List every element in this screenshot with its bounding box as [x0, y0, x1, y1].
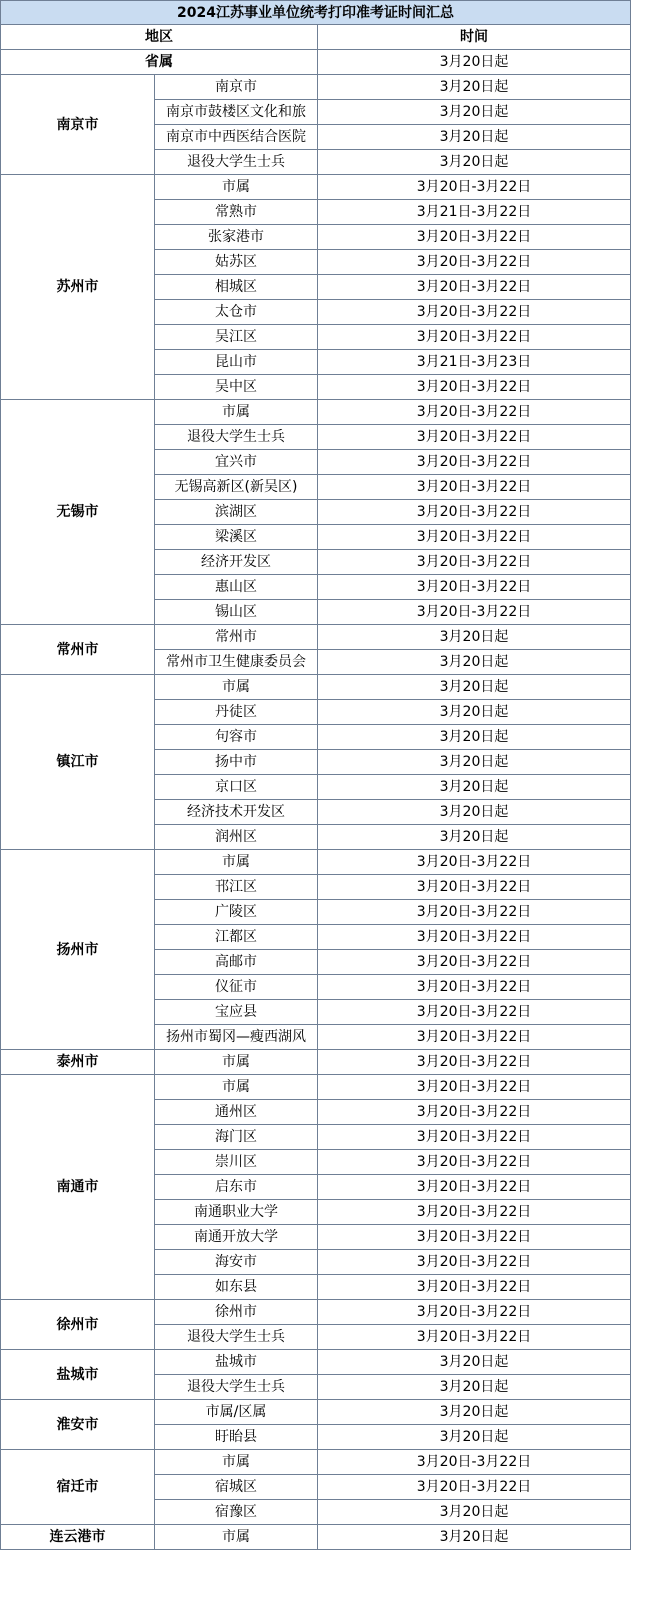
- print-time: 3月20日起: [318, 800, 631, 825]
- district-name: 吴江区: [155, 325, 318, 350]
- district-name: 市属: [155, 1450, 318, 1475]
- district-name: 南通开放大学: [155, 1225, 318, 1250]
- district-name: 市属: [155, 1050, 318, 1075]
- district-name: 盱眙县: [155, 1425, 318, 1450]
- print-time: 3月20日-3月22日: [318, 1075, 631, 1100]
- title-row: [1, 1, 631, 25]
- province-time: 3月20日起: [318, 50, 631, 75]
- district-name: 退役大学生士兵: [155, 425, 318, 450]
- city-name: 盐城市: [1, 1350, 155, 1400]
- district-name: 通州区: [155, 1100, 318, 1125]
- district-name: 南京市鼓楼区文化和旅: [155, 100, 318, 125]
- city-name: 南通市: [1, 1075, 155, 1300]
- district-name: 丹徒区: [155, 700, 318, 725]
- print-time: 3月20日-3月22日: [318, 450, 631, 475]
- city-name: 南京市: [1, 75, 155, 175]
- city-name: 常州市: [1, 625, 155, 675]
- district-name: 广陵区: [155, 900, 318, 925]
- district-name: 滨湖区: [155, 500, 318, 525]
- province-label: 省属: [1, 50, 318, 75]
- table-row: [1, 1350, 631, 1375]
- print-time: 3月20日-3月22日: [318, 1025, 631, 1050]
- district-name: 盐城市: [155, 1350, 318, 1375]
- district-name: 宿豫区: [155, 1500, 318, 1525]
- print-time: 3月20日起: [318, 825, 631, 850]
- district-name: 姑苏区: [155, 250, 318, 275]
- print-time: 3月20日-3月22日: [318, 550, 631, 575]
- district-name: 太仓市: [155, 300, 318, 325]
- table-row: [1, 625, 631, 650]
- print-time: 3月20日起: [318, 100, 631, 125]
- district-name: 仪征市: [155, 975, 318, 1000]
- table-row: [1, 1525, 631, 1550]
- district-name: 市属: [155, 675, 318, 700]
- table-row: [1, 175, 631, 200]
- print-time: 3月20日起: [318, 1400, 631, 1425]
- print-time: 3月20日-3月22日: [318, 1250, 631, 1275]
- district-name: 吴中区: [155, 375, 318, 400]
- district-name: 崇川区: [155, 1150, 318, 1175]
- print-time: 3月20日-3月22日: [318, 175, 631, 200]
- print-time: 3月20日-3月22日: [318, 475, 631, 500]
- print-time: 3月20日起: [318, 750, 631, 775]
- district-name: 启东市: [155, 1175, 318, 1200]
- province-row: [1, 50, 631, 75]
- district-name: 润州区: [155, 825, 318, 850]
- print-time: 3月20日-3月22日: [318, 525, 631, 550]
- district-name: 海安市: [155, 1250, 318, 1275]
- district-name: 市属: [155, 1075, 318, 1100]
- table-row: [1, 400, 631, 425]
- print-time: 3月20日-3月22日: [318, 425, 631, 450]
- district-name: 梁溪区: [155, 525, 318, 550]
- print-time: 3月20日-3月22日: [318, 400, 631, 425]
- city-name: 扬州市: [1, 850, 155, 1050]
- district-name: 常州市卫生健康委员会: [155, 650, 318, 675]
- district-name: 宿城区: [155, 1475, 318, 1500]
- district-name: 南京市中西医结合医院: [155, 125, 318, 150]
- district-name: 相城区: [155, 275, 318, 300]
- print-time: 3月20日-3月22日: [318, 900, 631, 925]
- district-name: 宝应县: [155, 1000, 318, 1025]
- city-name: 无锡市: [1, 400, 155, 625]
- district-name: 徐州市: [155, 1300, 318, 1325]
- district-name: 句容市: [155, 725, 318, 750]
- city-name: 苏州市: [1, 175, 155, 400]
- print-time: 3月20日-3月22日: [318, 225, 631, 250]
- print-time: 3月20日起: [318, 775, 631, 800]
- district-name: 南京市: [155, 75, 318, 100]
- district-name: 江都区: [155, 925, 318, 950]
- print-time: 3月20日起: [318, 725, 631, 750]
- print-time: 3月20日-3月22日: [318, 1475, 631, 1500]
- print-time: 3月20日-3月22日: [318, 1125, 631, 1150]
- district-name: 退役大学生士兵: [155, 150, 318, 175]
- time-header: 时间: [318, 25, 631, 50]
- table-row: [1, 675, 631, 700]
- print-time: 3月20日起: [318, 700, 631, 725]
- print-time: 3月20日-3月22日: [318, 1000, 631, 1025]
- district-name: 常州市: [155, 625, 318, 650]
- district-name: 惠山区: [155, 575, 318, 600]
- district-name: 市属: [155, 850, 318, 875]
- district-name: 宜兴市: [155, 450, 318, 475]
- table-row: [1, 1075, 631, 1100]
- print-time: 3月20日-3月22日: [318, 925, 631, 950]
- print-time: 3月20日起: [318, 1375, 631, 1400]
- print-time: 3月21日-3月22日: [318, 200, 631, 225]
- print-time: 3月20日起: [318, 1500, 631, 1525]
- print-time: 3月20日-3月22日: [318, 850, 631, 875]
- print-time: 3月20日-3月22日: [318, 975, 631, 1000]
- district-name: 如东县: [155, 1275, 318, 1300]
- city-name: 镇江市: [1, 675, 155, 850]
- table-row: [1, 75, 631, 100]
- print-time: 3月20日起: [318, 150, 631, 175]
- district-name: 市属: [155, 175, 318, 200]
- district-name: 退役大学生士兵: [155, 1325, 318, 1350]
- district-name: 无锡高新区(新吴区): [155, 475, 318, 500]
- district-name: 市属: [155, 400, 318, 425]
- print-time: 3月20日-3月22日: [318, 1300, 631, 1325]
- print-time: 3月20日-3月22日: [318, 1325, 631, 1350]
- district-name: 经济开发区: [155, 550, 318, 575]
- district-name: 常熟市: [155, 200, 318, 225]
- print-time: 3月20日-3月22日: [318, 950, 631, 975]
- district-name: 退役大学生士兵: [155, 1375, 318, 1400]
- district-name: 市属: [155, 1525, 318, 1550]
- district-name: 扬州市蜀冈—瘦西湖风: [155, 1025, 318, 1050]
- city-name: 连云港市: [1, 1525, 155, 1550]
- print-time: 3月20日-3月22日: [318, 250, 631, 275]
- print-time: 3月20日-3月22日: [318, 1050, 631, 1075]
- print-time: 3月20日起: [318, 625, 631, 650]
- table-row: [1, 850, 631, 875]
- city-name: 淮安市: [1, 1400, 155, 1450]
- table-row: [1, 1300, 631, 1325]
- print-time: 3月20日-3月22日: [318, 325, 631, 350]
- print-time: 3月20日-3月22日: [318, 500, 631, 525]
- print-time: 3月20日-3月22日: [318, 1275, 631, 1300]
- print-time: 3月20日起: [318, 125, 631, 150]
- print-time: 3月20日-3月22日: [318, 875, 631, 900]
- district-name: 扬中市: [155, 750, 318, 775]
- district-name: 海门区: [155, 1125, 318, 1150]
- print-time: 3月20日-3月22日: [318, 1150, 631, 1175]
- header-row: [1, 25, 631, 50]
- district-name: 邗江区: [155, 875, 318, 900]
- print-time: 3月20日起: [318, 675, 631, 700]
- table-title: 2024江苏事业单位统考打印准考证时间汇总: [1, 1, 631, 25]
- district-name: 高邮市: [155, 950, 318, 975]
- print-time: 3月20日-3月22日: [318, 600, 631, 625]
- district-name: 张家港市: [155, 225, 318, 250]
- print-time: 3月20日-3月22日: [318, 1225, 631, 1250]
- print-time: 3月20日-3月22日: [318, 1450, 631, 1475]
- print-time: 3月20日起: [318, 1350, 631, 1375]
- district-name: 昆山市: [155, 350, 318, 375]
- city-name: 徐州市: [1, 1300, 155, 1350]
- print-time: 3月20日起: [318, 1425, 631, 1450]
- print-time: 3月20日起: [318, 650, 631, 675]
- print-time: 3月20日起: [318, 1525, 631, 1550]
- district-name: 南通职业大学: [155, 1200, 318, 1225]
- table-row: [1, 1400, 631, 1425]
- print-time: 3月20日-3月22日: [318, 275, 631, 300]
- print-time: 3月20日-3月22日: [318, 375, 631, 400]
- table-row: [1, 1050, 631, 1075]
- city-name: 泰州市: [1, 1050, 155, 1075]
- print-time: 3月20日-3月22日: [318, 575, 631, 600]
- print-time: 3月20日起: [318, 75, 631, 100]
- print-time: 3月20日-3月22日: [318, 1200, 631, 1225]
- print-time: 3月20日-3月22日: [318, 300, 631, 325]
- city-name: 宿迁市: [1, 1450, 155, 1525]
- district-name: 市属/区属: [155, 1400, 318, 1425]
- district-name: 京口区: [155, 775, 318, 800]
- print-time: 3月20日-3月22日: [318, 1175, 631, 1200]
- print-time: 3月20日-3月22日: [318, 1100, 631, 1125]
- district-name: 锡山区: [155, 600, 318, 625]
- region-header: 地区: [1, 25, 318, 50]
- table-row: [1, 1450, 631, 1475]
- print-time: 3月21日-3月23日: [318, 350, 631, 375]
- district-name: 经济技术开发区: [155, 800, 318, 825]
